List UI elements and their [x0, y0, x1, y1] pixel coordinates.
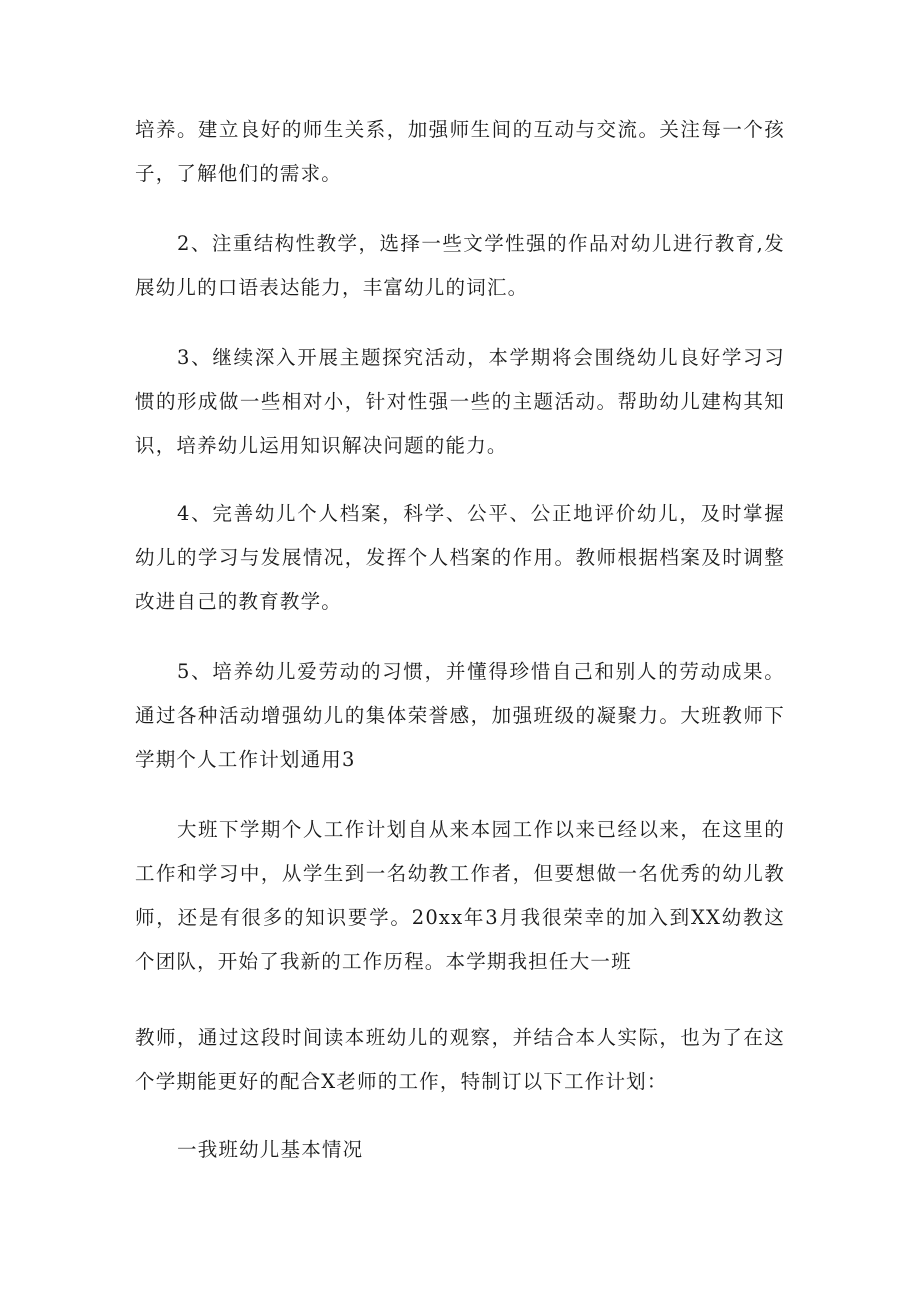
- paragraph-intro: 大班下学期个人工作计划自从来本园工作以来已经以来，在这里的工作和学习中，从学生到一名幼教工作者，但要想做一名优秀的幼儿教师，还是有很多的知识要学。20xx年3月我很荣幸的加入到XX幼教这个团队，开始了我新的工作历程。本学期我担任大一班: [135, 818, 785, 973]
- paragraph-teacher: 教师，通过这段时间读本班幼儿的观察，并结合本人实际，也为了在这个学期能更好的配合X老师的工作，特制订以下工作计划：: [135, 1026, 785, 1093]
- paragraph-item-4: 4、完善幼儿个人档案，科学、公平、公正地评价幼儿，及时掌握幼儿的学习与发展情况，发挥个人档案的作用。教师根据档案及时调整改进自己的教育教学。: [135, 502, 785, 613]
- paragraph-item-5: 5、培养幼儿爱劳动的习惯，并懂得珍惜自己和别人的劳动成果。通过各种活动增强幼儿的集体荣誉感，加强班级的凝聚力。大班教师下学期个人工作计划通用3: [135, 660, 785, 771]
- paragraph-item-3: 3、继续深入开展主题探究活动，本学期将会围绕幼儿良好学习习惯的形成做一些相对小，针对性强一些的主题活动。帮助幼儿建构其知识，培养幼儿运用知识解决问题的能力。: [135, 346, 785, 457]
- paragraph-continuation: 培养。建立良好的师生关系，加强师生间的互动与交流。关注每一个孩子，了解他们的需求。: [135, 118, 785, 185]
- section-heading: 一我班幼儿基本情况: [177, 1138, 364, 1161]
- paragraph-item-2: 2、注重结构性教学，选择一些文学性强的作品对幼儿进行教育,发展幼儿的口语表达能力，丰富幼儿的词汇。: [135, 232, 785, 299]
